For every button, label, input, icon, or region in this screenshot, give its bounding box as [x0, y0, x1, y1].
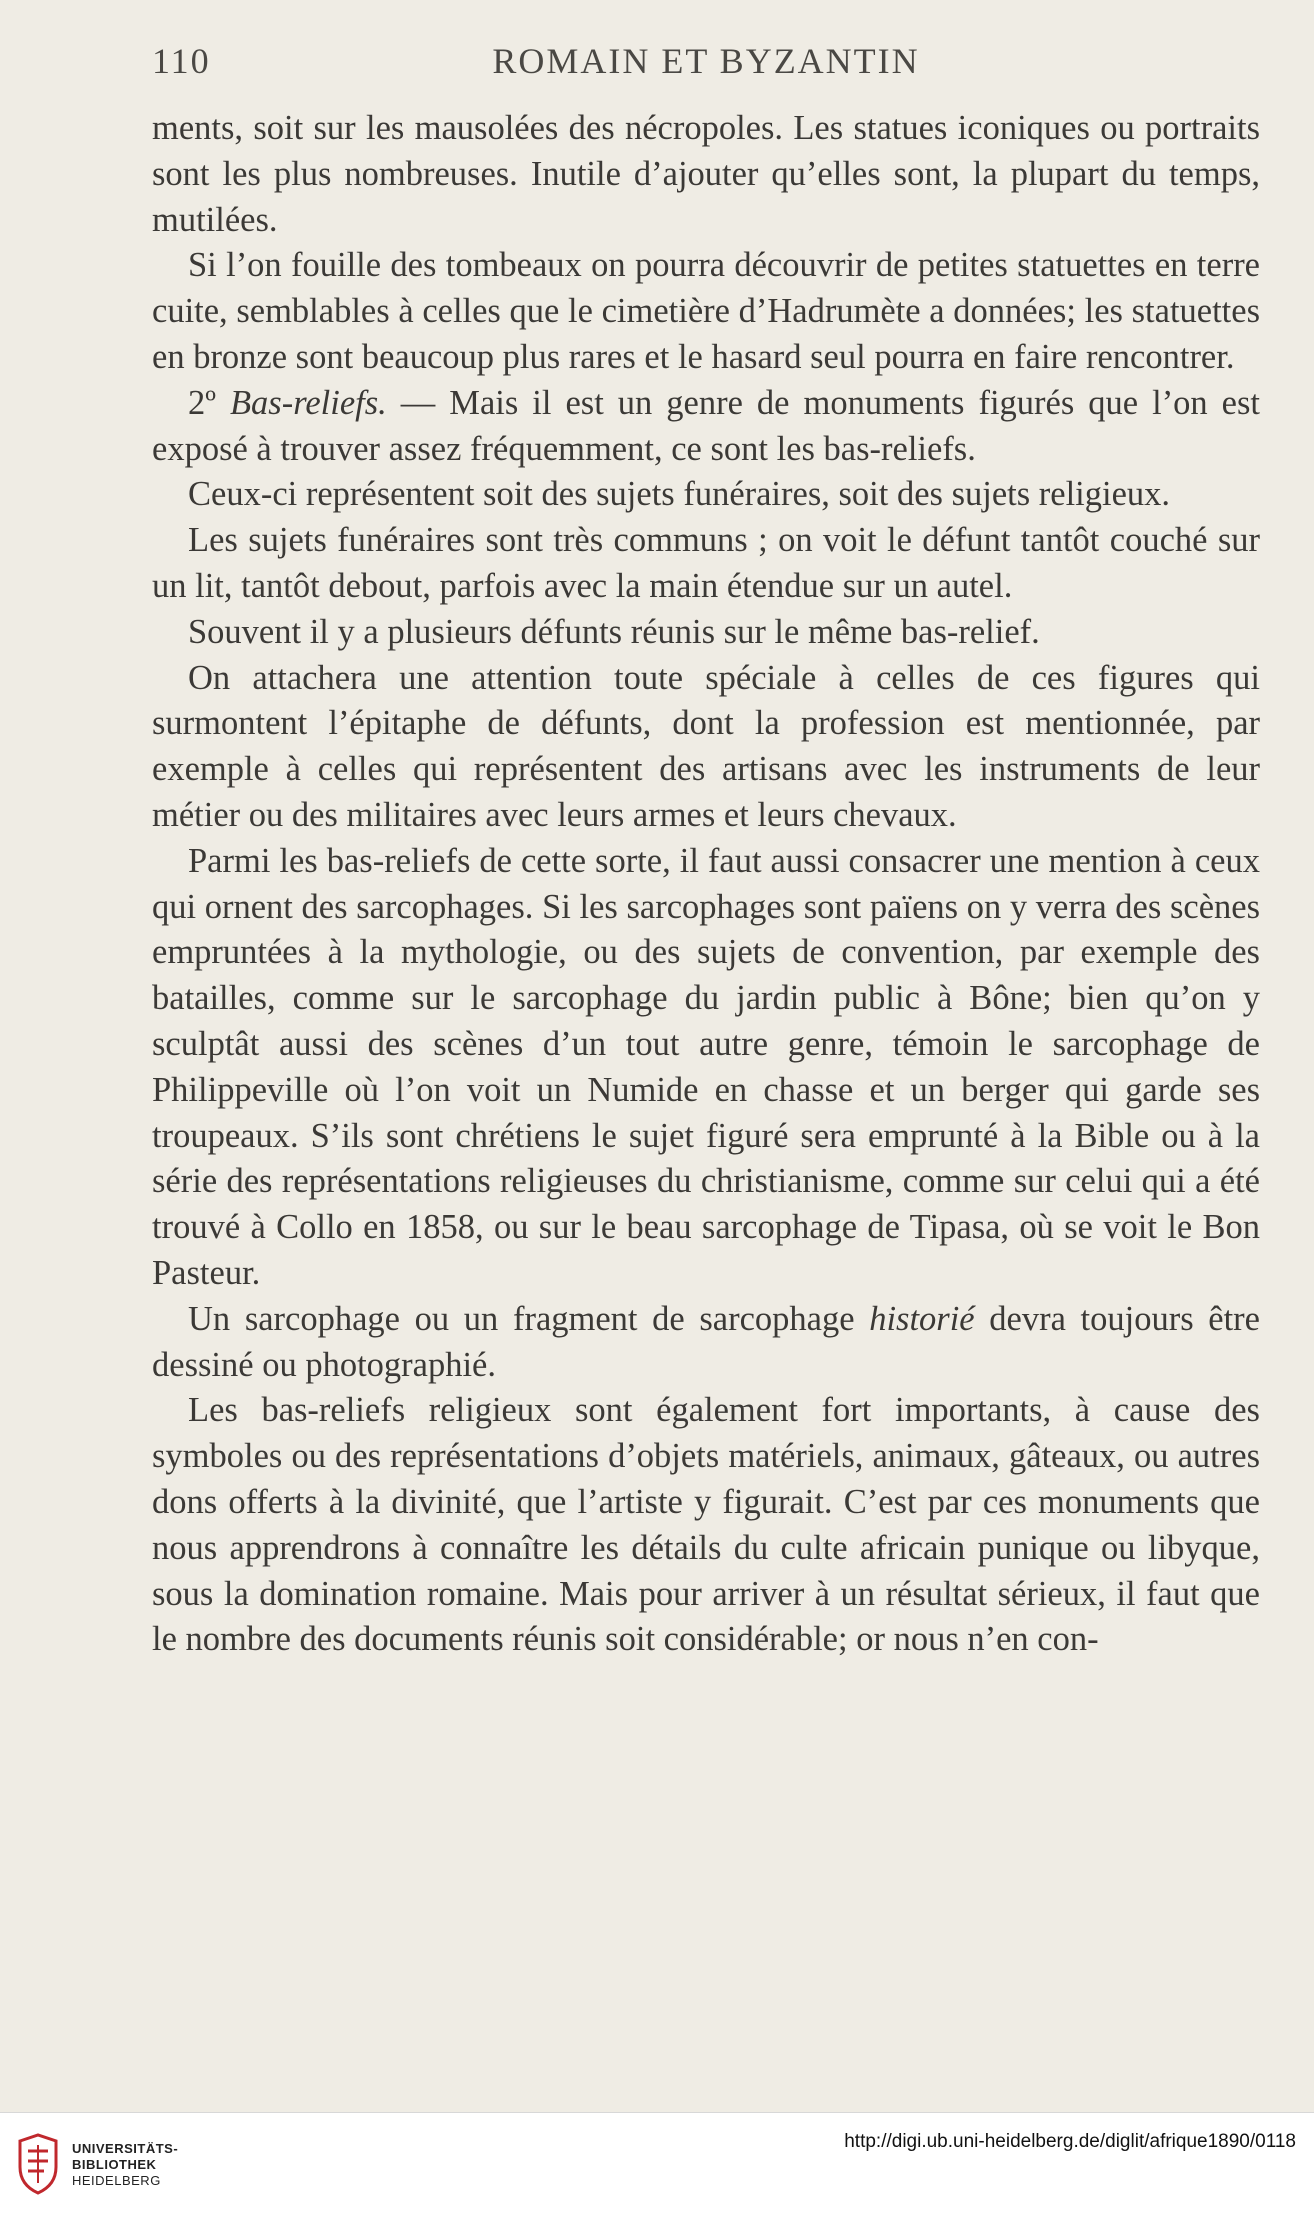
emphasis-word: historié: [869, 1299, 975, 1338]
paragraph: Les bas-reliefs religieux sont également fort importants, à cause des symboles ou des représentations d’objets matériels, animaux, gâteaux, ou autres dons offerts à la divinité, que l’artiste y figurait. C’est par ces monuments que nous apprendrons à connaître les détails du culte africain punique ou libyque, sous la domination romaine. Mais pour arriver à un résultat sérieux, il faut que le nombre des documents réunis soit considérable; or nous n’en con-: [152, 1391, 1260, 1659]
section-heading: Bas-reliefs.: [229, 383, 387, 422]
page-header: [152, 40, 1260, 90]
paragraph: Si l’on fouille des tombeaux on pourra découvrir de petites statuettes en terre cuite, semblables à celles que le cimetière d’Hadrumète a données; les statuettes en bronze sont beaucoup plus rares et le hasard seul pourra en faire rencontrer.: [152, 246, 1260, 376]
library-footer: [0, 2112, 1314, 2216]
section-number: 2º: [188, 383, 216, 422]
paragraph: ments, soit sur les mausolées des nécropoles. Les statues iconiques ou portraits sont les plus nombreuses. Inutile d’ajouter qu’elles sont, la plupart du temps, mutilées.: [152, 109, 1260, 239]
paragraph: Ceux-ci représentent soit des sujets funéraires, soit des sujets religieux.: [188, 475, 1171, 514]
logo-line: BIBLIOTHEK: [72, 2157, 157, 2172]
library-logo[interactable]: [14, 2133, 179, 2199]
running-title: ROMAIN ET BYZANTIN: [492, 41, 920, 81]
paragraph-bas-reliefs: [152, 381, 1260, 473]
paragraph: Les sujets funéraires sont très communs ; on voit le défunt tantôt couché sur un lit, tantôt debout, parfois avec la main étendue sur un autel.: [152, 521, 1260, 605]
source-url-link[interactable]: http://digi.ub.uni-heidelberg.de/diglit/afrique1890/0118: [844, 2131, 1296, 2152]
page-number: 110: [152, 41, 211, 81]
logo-line: UNIVERSITÄTS-: [72, 2141, 179, 2156]
paragraph-text: Un sarcophage ou un fragment de sarcophage: [188, 1299, 870, 1338]
paragraph-text: devra toujours être dessiné ou photographié.: [152, 1299, 1260, 1384]
body-text: [152, 106, 1260, 1663]
library-name: [72, 2141, 178, 2189]
paragraph: Souvent il y a plusieurs défunts réunis sur le même bas-relief.: [188, 612, 1040, 651]
paragraph: Parmi les bas-reliefs de cette sorte, il faut aussi consacrer une mention à ceux qui ornent des sarcophages. Si les sarcophages sont païens on y verra des scènes empruntées à la mythologie, ou des sujets de convention, par exemple des batailles, comme sur le sarcophage du jardin public à Bône; bien qu’on y sculptât aussi des scènes d’un tout autre genre, témoin le sarcophage de Philippeville où l’on voit un Numide en chasse et un berger qui garde ses troupeaux. S’ils sont chrétiens le sujet figuré sera emprunté à la Bible ou à la série des représentations religieuses du christianisme, comme sur celui qui a été trouvé à Collo en 1858, ou sur le beau sarcophage de Tipasa, où se voit le Bon Pasteur.: [152, 841, 1260, 1292]
logo-line: HEIDELBERG: [72, 2173, 161, 2188]
paragraph-text: — Mais il est un genre de monuments figurés que l’on est exposé à trouver assez fréquemment, ce sont les bas-reliefs.: [152, 383, 1261, 468]
paragraph: On attachera une attention toute spéciale à celles de ces figures qui surmontent l’épitaphe de défunts, dont la profession est mentionnée, par exemple à celles qui représentent des artisans avec les instruments de leur métier ou des militaires avec leurs armes et leurs chevaux.: [152, 658, 1260, 834]
paragraph-historie: [152, 1297, 1260, 1389]
library-emblem-icon: [14, 2133, 62, 2195]
